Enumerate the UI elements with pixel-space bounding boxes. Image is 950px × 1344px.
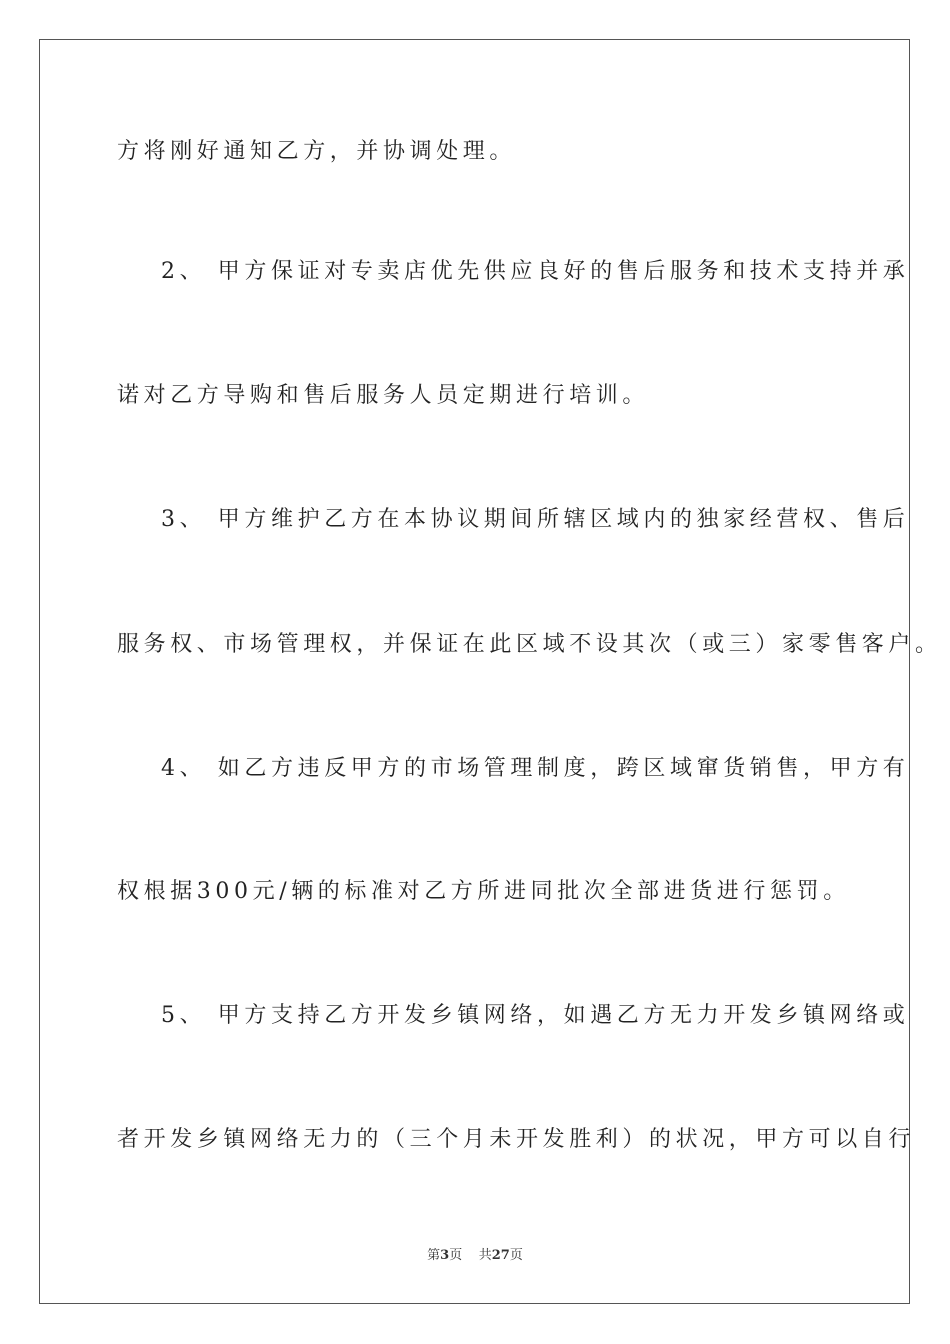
footer-page-number: 3 (440, 1248, 450, 1263)
paragraph-line: 者开发乡镇网络无力的（三个月未开发胜利）的状况，甲方可以自行 (117, 1127, 916, 1152)
paragraph-line: 诺对乙方导购和售后服务人员定期进行培训。 (117, 383, 650, 408)
footer-page-prefix: 第 (427, 1248, 441, 1263)
paragraph-line: 3、 甲方维护乙方在本协议期间所辖区域内的独家经营权、售后 (161, 507, 910, 532)
footer-total-pages: 27 (491, 1248, 510, 1263)
page-border (39, 39, 910, 1304)
paragraph-line: 4、 如乙方违反甲方的市场管理制度，跨区域窜货销售，甲方有 (161, 756, 910, 781)
paragraph-line: 5、 甲方支持乙方开发乡镇网络，如遇乙方无力开发乡镇网络或 (161, 1003, 910, 1028)
paragraph-line: 方将刚好通知乙方，并协调处理。 (117, 139, 517, 164)
page-footer (0, 1248, 950, 1264)
footer-total-prefix: 共 (478, 1248, 492, 1263)
footer-page-suffix: 页 (449, 1248, 463, 1263)
paragraph-line: 权根据300元/辆的标准对乙方所进同批次全部进货进行惩罚。 (117, 879, 850, 904)
paragraph-line: 服务权、市场管理权，并保证在此区域不设其次（或三）家零售客户。 (117, 632, 942, 657)
paragraph-line: 2、 甲方保证对专卖店优先供应良好的售后服务和技术支持并承 (161, 259, 910, 284)
footer-total-suffix: 页 (509, 1248, 523, 1263)
